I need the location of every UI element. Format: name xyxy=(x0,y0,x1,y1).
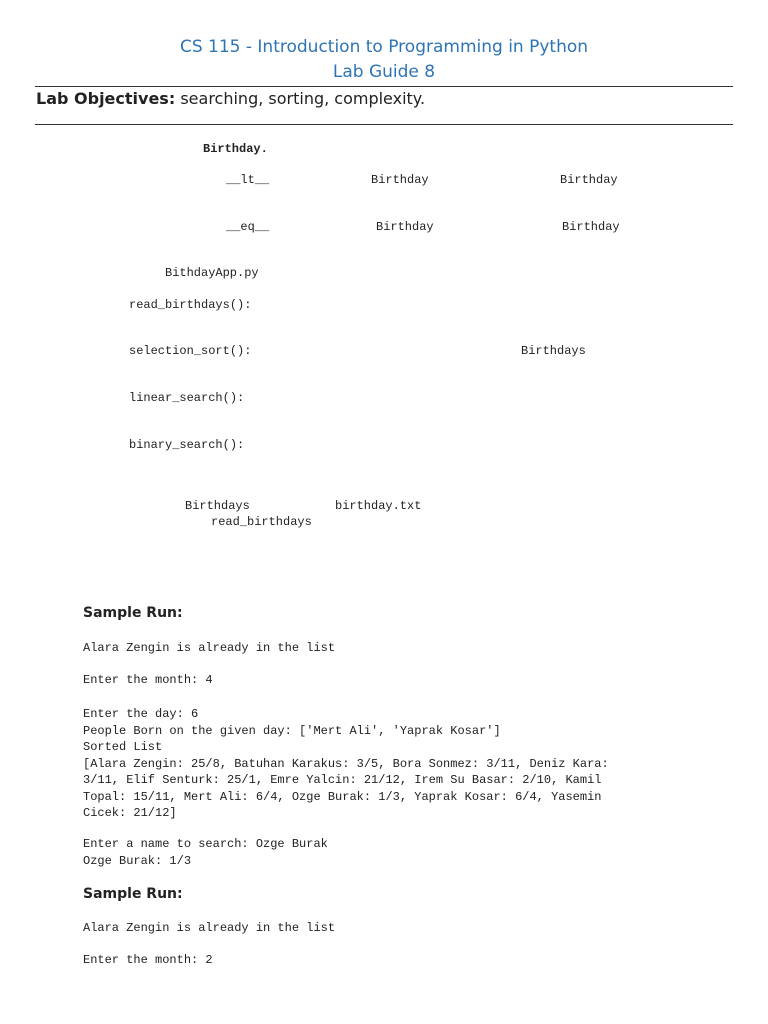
sample-run-2-line: Enter the month: 2 xyxy=(83,953,213,967)
top-divider xyxy=(35,86,733,87)
birthday-file-name: birthday.txt xyxy=(335,499,422,513)
lab-title: Lab Guide 8 xyxy=(332,62,436,82)
sample-run-1-line: Enter the month: 4 xyxy=(83,673,213,687)
linear-search-function: linear_search(): xyxy=(129,391,245,405)
app-file-name: BithdayApp.py xyxy=(165,266,259,280)
objectives-divider xyxy=(35,124,733,125)
lt-arg-1: Birthday xyxy=(371,173,429,187)
objectives-label: Lab Objectives: xyxy=(36,89,176,108)
birthday-class-name: Birthday. xyxy=(203,142,268,156)
sample-run-1-search-block: Enter a name to search: Ozge Burak Ozge Burak: 1/3 xyxy=(83,837,328,868)
selection-sort-function: selection_sort(): xyxy=(129,344,252,358)
lt-method: __lt__ xyxy=(226,173,270,187)
objectives-text: searching, sorting, complexity. xyxy=(180,89,426,108)
sample-run-1-line: Alara Zengin is already in the list xyxy=(83,641,336,655)
sample-run-1-output-block: Enter the day: 6 People Born on the given day: ['Mert Ali', 'Yaprak Kosar'] Sorted List [Alara Zengin: 25/8, Batuhan Karakus: 3/5, Bora Sonmez: 3/11, Deniz Kara: 3/11, Elif Senturk: 25/1, Emre Yalcin: 21/12, Irem Su Basar: 2/10, Kamil Topal: 15/11, Mert Ali: 6/4, Ozge Burak: 1/3, Yaprak Kosar: 6/4, Yasemin Cicek: 21/12] xyxy=(83,707,609,820)
lab-objectives xyxy=(36,89,425,108)
sample-run-2-line: Alara Zengin is already in the list xyxy=(83,921,336,935)
selection-sort-arg: Birthdays xyxy=(521,344,586,358)
sample-run-heading-1: Sample Run: xyxy=(83,605,183,621)
read-birthdays-function: read_birthdays(): xyxy=(129,298,252,312)
binary-search-function: binary_search(): xyxy=(129,438,245,452)
eq-arg-2: Birthday xyxy=(562,220,620,234)
eq-arg-1: Birthday xyxy=(376,220,434,234)
birthdays-word: Birthdays xyxy=(185,499,250,513)
course-title: CS 115 - Introduction to Programming in Python xyxy=(179,37,589,57)
eq-method: __eq__ xyxy=(226,220,270,234)
read-birthdays-reference: read_birthdays xyxy=(211,515,312,529)
sample-run-heading-2: Sample Run: xyxy=(83,886,183,902)
lt-arg-2: Birthday xyxy=(560,173,618,187)
